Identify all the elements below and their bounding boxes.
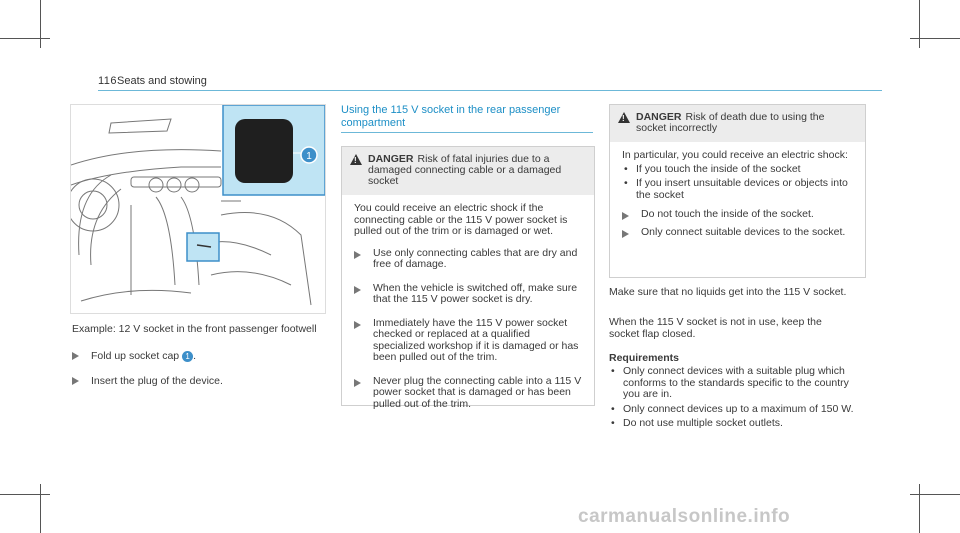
crop-mark — [40, 484, 41, 533]
section-title: Using the 115 V socket in the rear passenger compartment — [341, 104, 561, 129]
danger-headline: Risk of death due to using the socket incorrectly — [636, 111, 825, 134]
safety-step: When the vehicle is switched off, make sure that the 115 V power socket is dry. — [354, 283, 582, 306]
list-item: • Do not use multiple socket outlets. — [609, 418, 854, 430]
list-item: • If you touch the inside of the socket — [622, 164, 853, 176]
safety-step: Only connect suitable devices to the socket. — [622, 227, 853, 239]
danger-header — [342, 147, 594, 195]
section-rule — [341, 132, 593, 133]
header-rule — [98, 90, 882, 91]
instruction-step: Fold up socket cap 1 . — [72, 350, 196, 362]
step-arrow-icon — [622, 212, 629, 220]
crop-mark — [0, 38, 50, 39]
danger-body — [342, 195, 594, 430]
danger-box — [609, 104, 866, 278]
safety-step: Immediately have the 115 V power socket checked or replaced at a qualified specialized workshop if it is damaged or has been pulled out of the trim. — [354, 318, 582, 364]
warning-triangle-icon — [618, 112, 630, 123]
crop-mark — [910, 494, 960, 495]
step-arrow-icon — [72, 377, 79, 385]
crop-mark — [910, 38, 960, 39]
requirements-list — [609, 366, 854, 433]
list-item: • Only connect devices up to a maximum of 150 W. — [609, 404, 854, 416]
watermark: carmanualsonline.info — [578, 506, 791, 527]
danger-label: DANGER — [368, 153, 414, 165]
danger-text: You could receive an electric shock if the connecting cable or the 115 V power socket is pulled out of the trim or is damaged or wet. — [354, 202, 568, 237]
paragraph: Make sure that no liquids get into the 115 V socket. — [609, 286, 847, 298]
paragraph: When the 115 V socket is not in use, keep the socket flap closed. — [609, 316, 822, 340]
page-header-title: Seats and stowing — [117, 75, 207, 87]
safety-step: Use only connecting cables that are dry and free of damage. — [354, 248, 582, 271]
warning-triangle-icon — [350, 154, 362, 165]
list-item: • If you insert unsuitable devices or objects into the socket — [622, 178, 853, 201]
danger-text: In particular, you could receive an electric shock: — [622, 149, 848, 161]
danger-body — [610, 142, 865, 246]
danger-header — [610, 105, 865, 142]
crop-mark — [40, 0, 41, 48]
danger-headline: Risk of fatal injuries due to a damaged connecting cable or a damaged socket — [368, 153, 562, 187]
callout-marker: 1 — [306, 151, 312, 162]
danger-box — [341, 146, 595, 410]
step-arrow-icon — [354, 321, 361, 329]
page-number: 116 — [98, 75, 118, 87]
safety-step: Never plug the connecting cable into a 115 V power socket that is damaged or has been pulled out of the trim. — [354, 376, 582, 411]
step-arrow-icon — [354, 251, 361, 259]
step-arrow-icon — [622, 230, 629, 238]
danger-label: DANGER — [636, 111, 682, 123]
step-arrow-icon — [354, 286, 361, 294]
crop-mark — [919, 484, 920, 533]
callout-marker: 1 — [182, 351, 193, 362]
interior-illustration — [70, 104, 326, 314]
step-arrow-icon — [72, 352, 79, 360]
crop-mark — [0, 494, 50, 495]
step-arrow-icon — [354, 379, 361, 387]
list-item: • Only connect devices with a suitable plug which conforms to the standards specific to the country you are in. — [609, 366, 854, 401]
safety-step: Do not touch the inside of the socket. — [622, 209, 853, 221]
crop-mark — [919, 0, 920, 48]
requirements-heading: Requirements — [609, 352, 680, 364]
instruction-step: Insert the plug of the device. — [72, 375, 223, 387]
figure-caption: Example: 12 V socket in the front passenger footwell — [72, 323, 317, 335]
